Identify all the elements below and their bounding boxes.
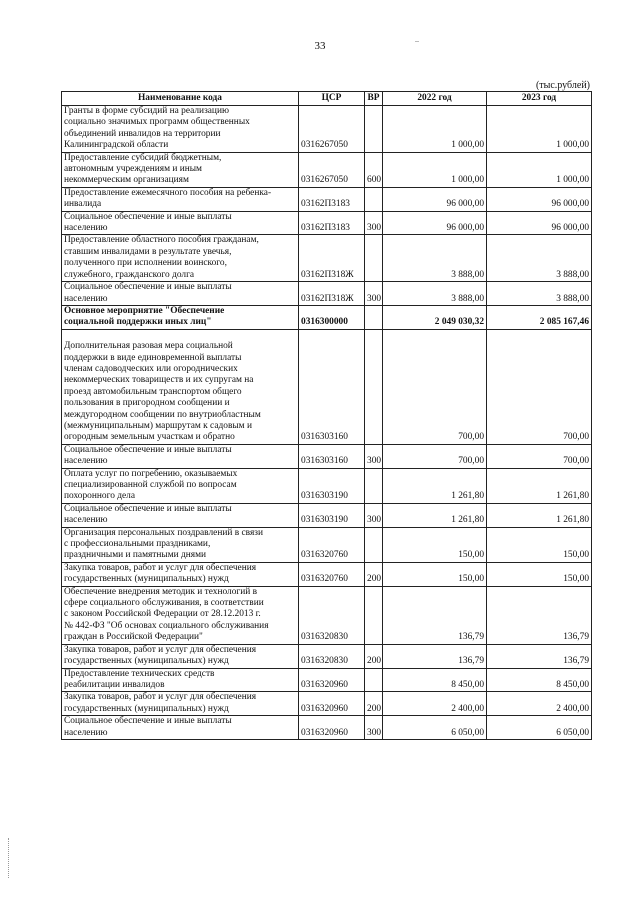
row-name [62,468,299,503]
row-name [62,444,299,468]
row-2022: 3 888,00 [383,235,487,282]
row-name-line: объединений инвалидов на территории [64,128,221,139]
row-2022: 136,79 [383,586,487,644]
row-2022: 1 261,80 [383,503,487,527]
table-row [62,586,592,644]
row-csr: 0316320760 [299,527,365,562]
table-row [62,716,592,740]
row-2023: 3 888,00 [487,235,592,282]
row-csr: 03162П318Ж [299,282,365,306]
row-name [62,282,299,306]
table-row [62,444,592,468]
row-2022: 700,00 [383,329,487,444]
row-2022: 96 000,00 [383,187,487,211]
table-row [62,235,592,282]
row-name [62,692,299,716]
row-2022: 3 888,00 [383,282,487,306]
row-vr [365,329,383,444]
budget-table [61,91,592,740]
row-name [62,152,299,187]
table-row [62,668,592,692]
row-vr [365,586,383,644]
row-name-line: государственных (муниципальных) нужд [64,656,229,667]
row-name-line: Социальное обеспечение и иные выплаты [64,282,232,293]
row-name-line: Организация персональных поздравлений в связи [64,527,263,538]
row-name [62,305,299,329]
table-header-row [62,92,592,106]
row-csr: 0316320760 [299,562,365,586]
row-name [62,187,299,211]
row-name [62,329,299,444]
table-row [62,503,592,527]
row-name-line: инвалида [64,199,102,210]
row-name [62,503,299,527]
row-2022: 1 000,00 [383,152,487,187]
row-vr: 300 [365,716,383,740]
row-2023: 1 261,80 [487,503,592,527]
row-name-line: реабилитации инвалидов [64,679,165,690]
row-name-line: похоронного дела [64,491,135,502]
row-csr: 0316320830 [299,644,365,668]
row-name-line: Оплата услуг по погребению, оказываемых [64,468,238,479]
row-name-line: Социальное обеспечение и иные выплаты [64,503,232,514]
row-name-line: междугородном сообщении по внутриобластным [64,409,261,420]
table-row [62,692,592,716]
row-name-line: Социальное обеспечение и иные выплаты [64,716,232,727]
row-2022: 96 000,00 [383,211,487,235]
table-row [62,468,592,503]
table-row [62,644,592,668]
row-name-line [64,330,296,341]
row-2022: 150,00 [383,562,487,586]
row-2022: 150,00 [383,527,487,562]
row-2022: 1 261,80 [383,468,487,503]
table-row [62,106,592,153]
row-csr: 0316267050 [299,106,365,153]
row-vr: 200 [365,562,383,586]
row-2023: 136,79 [487,644,592,668]
scan-mark [415,41,419,42]
row-vr: 300 [365,444,383,468]
row-vr [365,235,383,282]
row-vr [365,305,383,329]
row-name-line: Закупка товаров, работ и услуг для обеспечения [64,692,257,703]
row-vr: 300 [365,282,383,306]
row-2023: 150,00 [487,562,592,586]
row-2023: 3 888,00 [487,282,592,306]
row-csr: 0316320830 [299,586,365,644]
row-csr: 03162П3183 [299,187,365,211]
row-2022: 2 400,00 [383,692,487,716]
row-2023: 1 261,80 [487,468,592,503]
page-number: 33 [314,40,326,52]
row-csr: 0316320960 [299,692,365,716]
row-name-line: праздничными и памятными днями [64,550,207,561]
row-2022: 136,79 [383,644,487,668]
row-name-line: членам садоводческих или огороднических [64,363,238,374]
row-2023: 1 000,00 [487,152,592,187]
table-row [62,152,592,187]
table-row [62,305,592,329]
row-name-line: служебного, гражданского долга [64,269,195,280]
row-name-line: Социальное обеспечение и иные выплаты [64,444,232,455]
row-name-line: Обеспечение внедрения методик и технологий в [64,586,258,597]
row-vr: 200 [365,692,383,716]
row-name-line: (межмуниципальным) маршрутам к садовым и [64,420,252,431]
margin-marks [8,838,11,878]
row-name [62,106,299,153]
row-name-line: населению [64,727,108,738]
row-2023: 2 400,00 [487,692,592,716]
row-name-line: Закупка товаров, работ и услуг для обеспечения [64,644,257,655]
units-label: (тыс.рублей) [535,80,590,91]
row-csr: 0316300000 [299,305,365,329]
row-2023: 700,00 [487,444,592,468]
row-name-line: Гранты в форме субсидий на реализацию [64,106,229,116]
row-name [62,562,299,586]
row-name-line: с законом Российской Федерации от 28.12.2013 г. [64,609,261,620]
table-row [62,527,592,562]
row-name-line: автономным учреждениям и иным [64,164,202,175]
header-csr: ЦСР [299,92,365,106]
row-name-line: социально значимых программ общественных [64,117,250,128]
header-vr: ВР [365,92,383,106]
row-2022: 6 050,00 [383,716,487,740]
row-name-line: Калининградской области [64,140,169,151]
row-csr: 0316303190 [299,468,365,503]
row-name [62,211,299,235]
row-name-line: граждан в Российской Федерации" [64,632,203,643]
row-2023: 700,00 [487,329,592,444]
table-row [62,282,592,306]
row-name-line: Предоставление ежемесячного пособия на ребенка- [64,187,272,198]
row-name-line: государственных (муниципальных) нужд [64,703,229,714]
row-name-line: с профессиональными праздниками, [64,539,211,550]
row-2022: 1 000,00 [383,106,487,153]
row-csr: 0316303160 [299,444,365,468]
header-2022: 2022 год [383,92,487,106]
row-name [62,586,299,644]
row-csr: 0316320960 [299,668,365,692]
row-name-line: населению [64,223,108,234]
table-row [62,329,592,444]
row-vr [365,527,383,562]
row-vr: 600 [365,152,383,187]
row-name-line: некоммерческим организациям [64,175,189,186]
row-2023: 96 000,00 [487,187,592,211]
row-name-line: Социальное обеспечение и иные выплаты [64,211,232,222]
row-name-line: Предоставление субсидий бюджетным, [64,152,222,163]
row-csr: 03162П3183 [299,211,365,235]
row-2023: 1 000,00 [487,106,592,153]
row-vr: 300 [365,211,383,235]
row-2022: 700,00 [383,444,487,468]
row-2023: 96 000,00 [487,211,592,235]
row-name-line: Предоставление технических средств [64,668,215,679]
header-name: Наименование кода [62,92,299,106]
row-csr: 0316267050 [299,152,365,187]
row-name-line: населению [64,515,108,526]
row-name-line: населению [64,293,108,304]
row-name-line: Дополнительная разовая мера социальной [64,341,233,352]
row-name-line: населению [64,456,108,467]
row-name-line: некоммерческих товариществ и их супругам на [64,375,254,386]
row-name [62,668,299,692]
row-2023: 136,79 [487,586,592,644]
row-2023: 8 450,00 [487,668,592,692]
row-csr: 0316303190 [299,503,365,527]
row-name-line: пользования в пригородном сообщении и [64,398,230,409]
row-vr: 200 [365,644,383,668]
row-name-line: Закупка товаров, работ и услуг для обеспечения [64,562,257,573]
row-vr: 300 [365,503,383,527]
row-name [62,527,299,562]
row-name-line: проезд автомобильным транспортом общего [64,386,242,397]
row-name [62,716,299,740]
row-name-line: полученного при исполнении воинского, [64,258,227,269]
table-body [62,106,592,740]
row-vr [365,187,383,211]
row-name-line: социальной поддержки иных лиц" [64,317,212,328]
header-2023: 2023 год [487,92,592,106]
row-name [62,235,299,282]
row-name-line: поддержки в виде единовременной выплаты [64,352,242,363]
row-2023: 150,00 [487,527,592,562]
row-vr [365,468,383,503]
row-name-line: Предоставление областного пособия гражданам, [64,235,259,246]
row-csr: 03162П318Ж [299,235,365,282]
row-2023: 2 085 167,46 [487,305,592,329]
table-row [62,562,592,586]
row-vr [365,106,383,153]
table-row [62,187,592,211]
row-name-line: специализированной службой по вопросам [64,480,237,490]
row-name-line: № 442-ФЗ "Об основах социального обслуживания [64,620,269,631]
table-row [62,211,592,235]
row-name-line: Основное мероприятие "Обеспечение [64,305,225,316]
row-2023: 6 050,00 [487,716,592,740]
row-csr: 0316303160 [299,329,365,444]
row-2022: 2 049 030,32 [383,305,487,329]
row-vr [365,668,383,692]
row-csr: 0316320960 [299,716,365,740]
row-name-line: сфере социального обслуживания, в соответствии [64,598,264,609]
row-name-line: государственных (муниципальных) нужд [64,574,229,585]
row-name-line: огородным земельным участкам и обратно [64,432,235,443]
row-name-line: ставшим инвалидами в результате увечья, [64,246,232,257]
row-name [62,644,299,668]
row-2022: 8 450,00 [383,668,487,692]
